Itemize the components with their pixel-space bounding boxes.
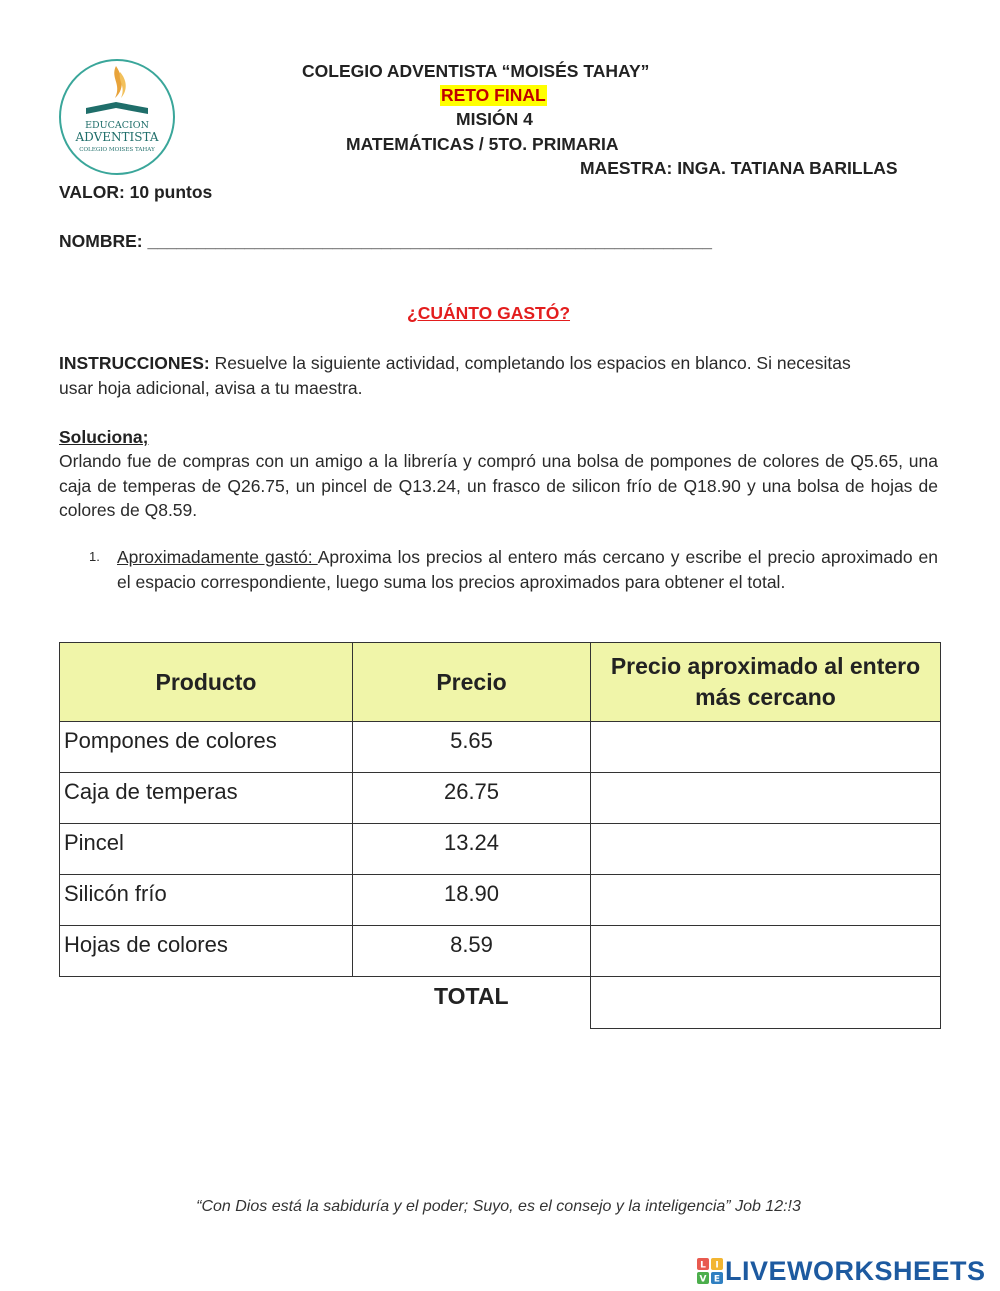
header-approx-price: Precio aproximado al entero más cercano (591, 643, 941, 722)
liveworksheets-text: LIVEWORKSHEETS (725, 1256, 986, 1286)
badge-letter: V (699, 1274, 707, 1284)
empty-cell (60, 977, 353, 1029)
logo-line3: COLEGIO MOISES TAHAY (79, 147, 155, 153)
school-name: COLEGIO ADVENTISTA “MOISÉS TAHAY” (302, 61, 650, 81)
table-row (60, 875, 941, 926)
approx-input-cell[interactable] (591, 773, 941, 824)
badge-letter: E (713, 1274, 721, 1284)
mission-label: MISIÓN 4 (456, 109, 533, 129)
badge-letter: I (715, 1260, 719, 1271)
logo-line1: EDUCACION (85, 120, 149, 131)
price-cell: 5.65 (353, 722, 591, 773)
task-label: Aproximadamente gastó: (117, 547, 318, 567)
product-cell: Silicón frío (60, 875, 353, 926)
task-number: 1. (89, 549, 100, 564)
instructions-text: Resuelve la siguiente actividad, completando los espacios en blanco. Si necesitas usar hoja adicional, avisa a tu maestra. (59, 353, 851, 398)
price-cell: 18.90 (353, 875, 591, 926)
name-input-line[interactable]: __________________________________________________________ (147, 231, 712, 251)
task (117, 545, 938, 594)
instructions (59, 351, 879, 400)
total-input-cell[interactable] (591, 977, 941, 1029)
product-cell: Caja de temperas (60, 773, 353, 824)
price-cell: 13.24 (353, 824, 591, 875)
logo-line2: ADVENTISTA (75, 130, 159, 144)
product-cell: Pincel (60, 824, 353, 875)
table-row (60, 824, 941, 875)
task-text: Aproxima los precios al entero más cercano y escribe el precio aproximado en el espacio correspondiente, luego suma los precios aproximados para obtener el total. (117, 547, 938, 592)
section-title: ¿CUÁNTO GASTÓ? (407, 303, 571, 323)
product-cell: Pompones de colores (60, 722, 353, 773)
approx-input-cell[interactable] (591, 722, 941, 773)
liveworksheets-logo-icon (697, 1258, 723, 1284)
header-product: Producto (60, 643, 353, 722)
price-cell: 8.59 (353, 926, 591, 977)
price-table (59, 642, 941, 1029)
activity-title: RETO FINAL (441, 85, 546, 105)
instructions-label: INSTRUCCIONES: (59, 353, 210, 373)
problem-heading: Soluciona; (59, 427, 149, 447)
header-price: Precio (353, 643, 591, 722)
table-row (60, 722, 941, 773)
school-logo (58, 58, 176, 176)
table-header-row (60, 643, 941, 722)
bible-quote: “Con Dios está la sabiduría y el poder; Suyo, es el consejo y la inteligencia” Job 12:!3 (196, 1198, 801, 1215)
table-row (60, 773, 941, 824)
badge-letter: L (700, 1260, 706, 1271)
total-row (60, 977, 941, 1029)
value-label: VALOR: 10 puntos (59, 182, 213, 202)
name-label: NOMBRE: (59, 231, 143, 251)
total-label: TOTAL (353, 977, 591, 1029)
product-cell: Hojas de colores (60, 926, 353, 977)
price-cell: 26.75 (353, 773, 591, 824)
liveworksheets-brand[interactable] (697, 1256, 993, 1286)
table-row (60, 926, 941, 977)
subject-label: MATEMÁTICAS / 5TO. PRIMARIA (346, 134, 619, 154)
name-row (59, 231, 712, 252)
approx-input-cell[interactable] (591, 926, 941, 977)
approx-input-cell[interactable] (591, 824, 941, 875)
problem-text: Orlando fue de compras con un amigo a la librería y compró una bolsa de pompones de colores de Q5.65, una caja de temperas de Q26.75, un pincel de Q13.24, un frasco de silicon frío de Q18.90 y una bolsa de hojas de colores de Q8.59. (59, 451, 938, 520)
approx-input-cell[interactable] (591, 875, 941, 926)
teacher-label: MAESTRA: INGA. TATIANA BARILLAS (580, 158, 898, 178)
